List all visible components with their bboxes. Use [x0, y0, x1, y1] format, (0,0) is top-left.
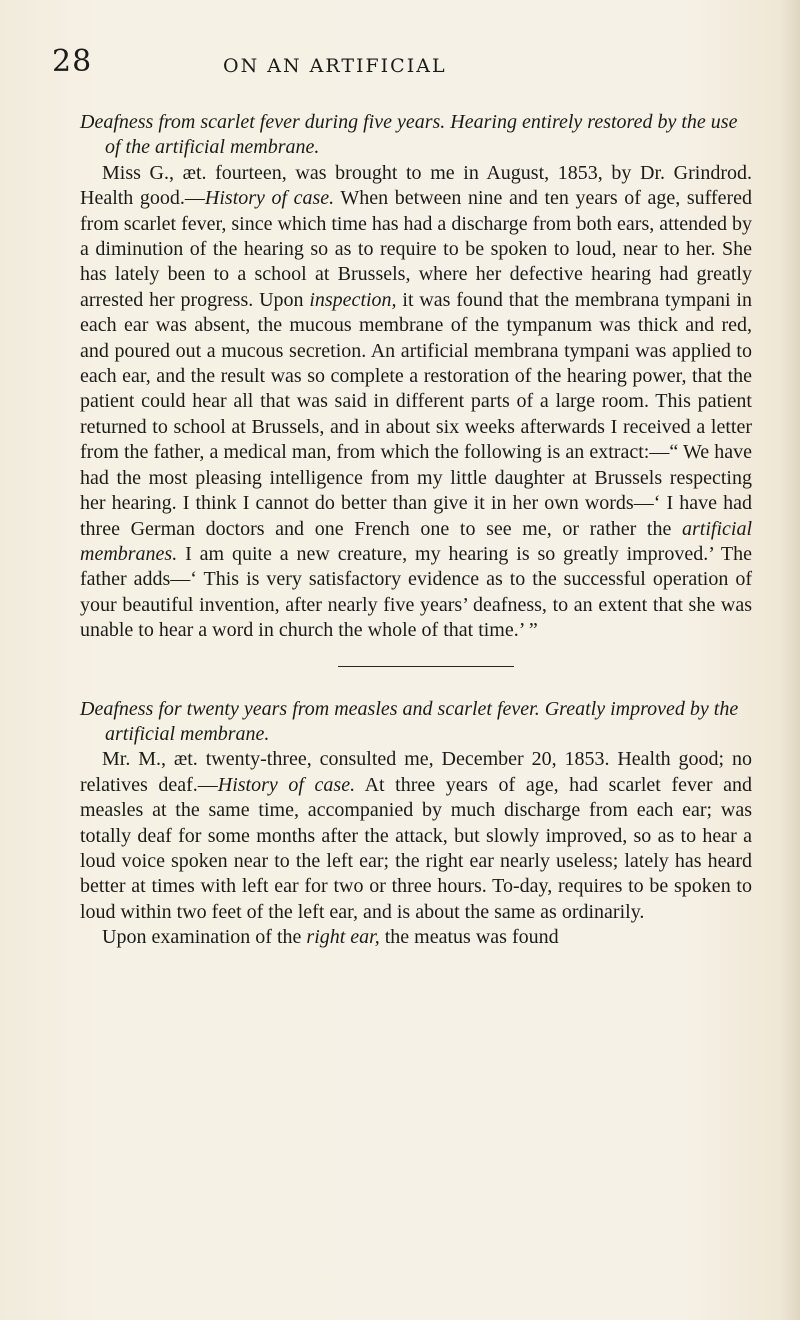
italic-run: History of case.	[217, 773, 356, 796]
page-edge-shadow	[778, 0, 800, 1320]
case-2-block	[80, 697, 752, 951]
page-body	[80, 110, 752, 951]
case-heading-2: Deafness for twenty years from measles and scarlet fever. Greatly improved by the artificial membrane.	[80, 697, 739, 745]
text-run: Mr. M., æt. twenty-three, consulted me, December 20, 1853. Health good; no relatives deaf.—	[80, 748, 752, 796]
italic-run: artificial membranes.	[80, 517, 752, 565]
text-run: When between nine and ten years of age, suffered from scarlet fever, since which time has had a discharge from both ears, attended by a diminution of the hearing so as to require to be spoken to loud, near to her. She has lately been to a school at Brussels, where her defective hearing had greatly arrested her progress. Upon	[80, 187, 753, 311]
case-heading-1: Deafness from scarlet fever during five years. Hearing entirely restored by the use of the artificial membrane.	[80, 111, 738, 159]
page-header	[52, 42, 652, 82]
case-2-paragraph-continued	[80, 925, 752, 950]
running-head: ON AN ARTIFICIAL	[223, 55, 447, 77]
italic-run: inspection,	[309, 288, 397, 311]
text-run: the meatus was found	[379, 926, 559, 949]
case-1-paragraph	[80, 161, 752, 644]
page-number: 28	[52, 44, 93, 79]
case-2-paragraph	[80, 747, 752, 925]
italic-run: right ear,	[306, 926, 380, 949]
text-run: Upon examination of the	[102, 926, 307, 949]
text-run: it was found that the membrana tympani in each ear was absent, the mucous membrane of the tympanum was thick and red, and poured out a mucous secretion. An artificial membrana tympani was applied to each ear, and the result was so complete a restoration of the hearing power, that the patient could hear all that was said in different parts of a large room. This patient returned to school at Brussels, and in about six weeks afterwards I received a letter from the father, a medical man, from which the following is an extract:—“ We have had the most pleasing intelligence from my little daughter at Brussels respecting her hearing. I think I cannot do better than give it in her own words—‘ I have had three German doctors and one French one to see me, or rather the	[80, 288, 752, 540]
text-run: At three years of age, had scarlet fever and measles at the same time, accompanied by much discharge from each ear; was totally deaf for some months after the attack, but slowly improved, so as to hear a loud voice spoken near to the left ear; the right ear nearly useless; lately has heard better at times with left ear for two or three hours. To-day, requires to be spoken to loud within two feet of the left ear, and is about the same as ordinarily.	[80, 773, 752, 923]
text-run: Miss G., æt. fourteen, was brought to me in August, 1853, by Dr. Grindrod. Health good.—	[80, 161, 752, 210]
section-divider	[338, 666, 514, 667]
text-run: I am quite a new creature, my hearing is so greatly improved.’ The father adds—‘ This is very satisfactory evidence as to the successful operation of your beautiful invention, after nearly five years’ deafness, to an extent that she was unable to hear a word in church the whole of that time.’ ”	[80, 542, 752, 642]
italic-run: History of case.	[204, 187, 335, 210]
